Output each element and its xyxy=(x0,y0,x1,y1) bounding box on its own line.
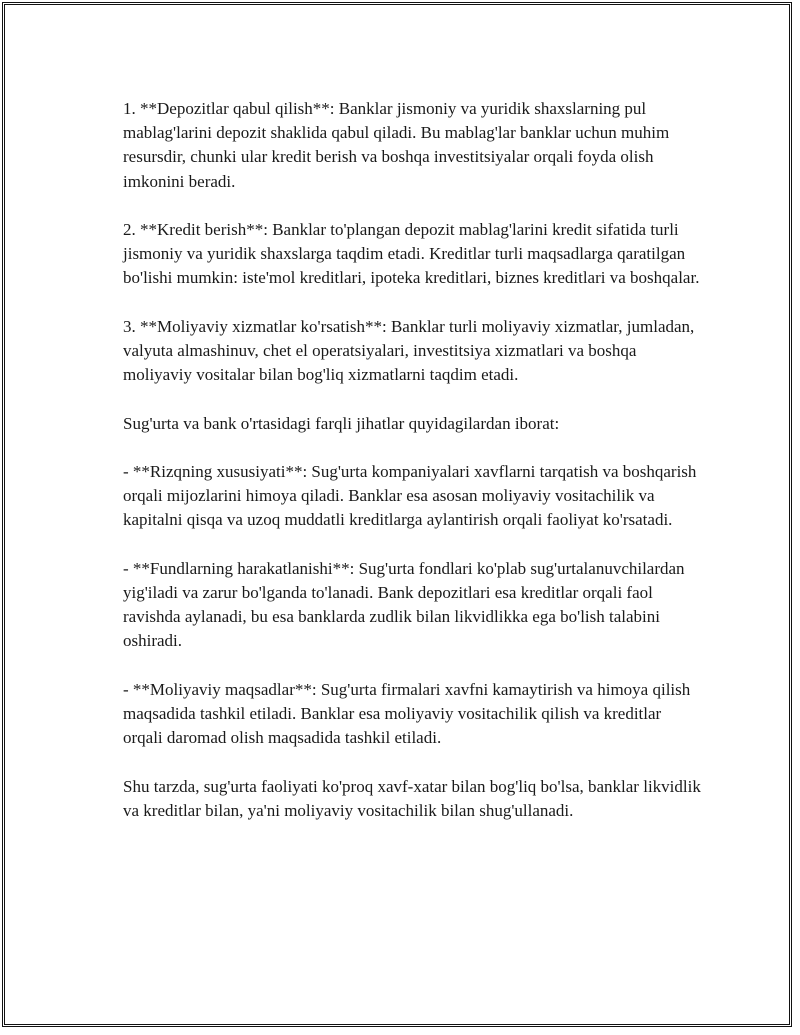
paragraph-differences-intro: Sug'urta va bank o'rtasidagi farqli jihatlar quyidagilardan iborat: xyxy=(123,413,560,433)
page-frame xyxy=(2,2,792,1027)
paragraph-financial-services: 3. **Moliyaviy xizmatlar ko'rsatish**: Banklar turli moliyaviy xizmatlar, jumladan, valyuta almashinuv, chet el operatsiyalari, investitsiya xizmatlari va boshqa moliyaviy vositalar bilan bog'liq xizmatlarni taqdim etadi. xyxy=(123,316,695,385)
document-body xyxy=(123,97,703,847)
paragraph-credit: 2. **Kredit berish**: Banklar to'plangan depozit mablag'larini kredit sifatida turli jismoniy va yuridik shaxslarga taqdim etadi. Kreditlar turli maqsadlarga qaratilgan bo'lishi mumkin: iste'mol kreditlari, ipoteka kreditlari, biznes kreditlari va boshqalar. xyxy=(123,220,700,288)
paragraph-fund-movement: - **Fundlarning harakatlanishi**: Sug'urta fondlari ko'plab sug'urtalanuvchilardan yig'iladi va zarur bo'lganda to'lanadi. Bank depozitlari esa kreditlar orqali faol ravishda aylanadi, bu esa banklarda zudlik bilan likvidlikka ega bo'lish talabini oshiradi. xyxy=(123,558,685,651)
paragraph-deposits: 1. **Depozitlar qabul qilish**: Banklar jismoniy va yuridik shaxslarning pul mablag'larini depozit shaklida qabul qiladi. Bu mablag'lar banklar uchun muhim resursdir, chunki ular kredit berish va boshqa investitsiyalar orqali foyda olish imkonini beradi. xyxy=(123,99,670,191)
paragraph-conclusion: Shu tarzda, sug'urta faoliyati ko'proq xavf-xatar bilan bog'liq bo'lsa, banklar likvidlik va kreditlar bilan, ya'ni moliyaviy vositachilik bilan shug'ullanadi. xyxy=(123,776,701,820)
paragraph-risk-nature: - **Rizqning xususiyati**: Sug'urta kompaniyalari xavflarni tarqatish va boshqarish orqali mijozlarini himoya qiladi. Banklar esa asosan moliyaviy vositachilik va kapitalni qisqa va uzoq muddatli kreditlarga aylantirish orqali faoliyat ko'rsatadi. xyxy=(123,461,697,530)
paragraph-financial-goals: - **Moliyaviy maqsadlar**: Sug'urta firmalari xavfni kamaytirish va himoya qilish maqsadida tashkil etiladi. Banklar esa moliyaviy vositachilik qilish va kreditlar orqali daromad olish maqsadida tashkil etiladi. xyxy=(123,679,691,748)
